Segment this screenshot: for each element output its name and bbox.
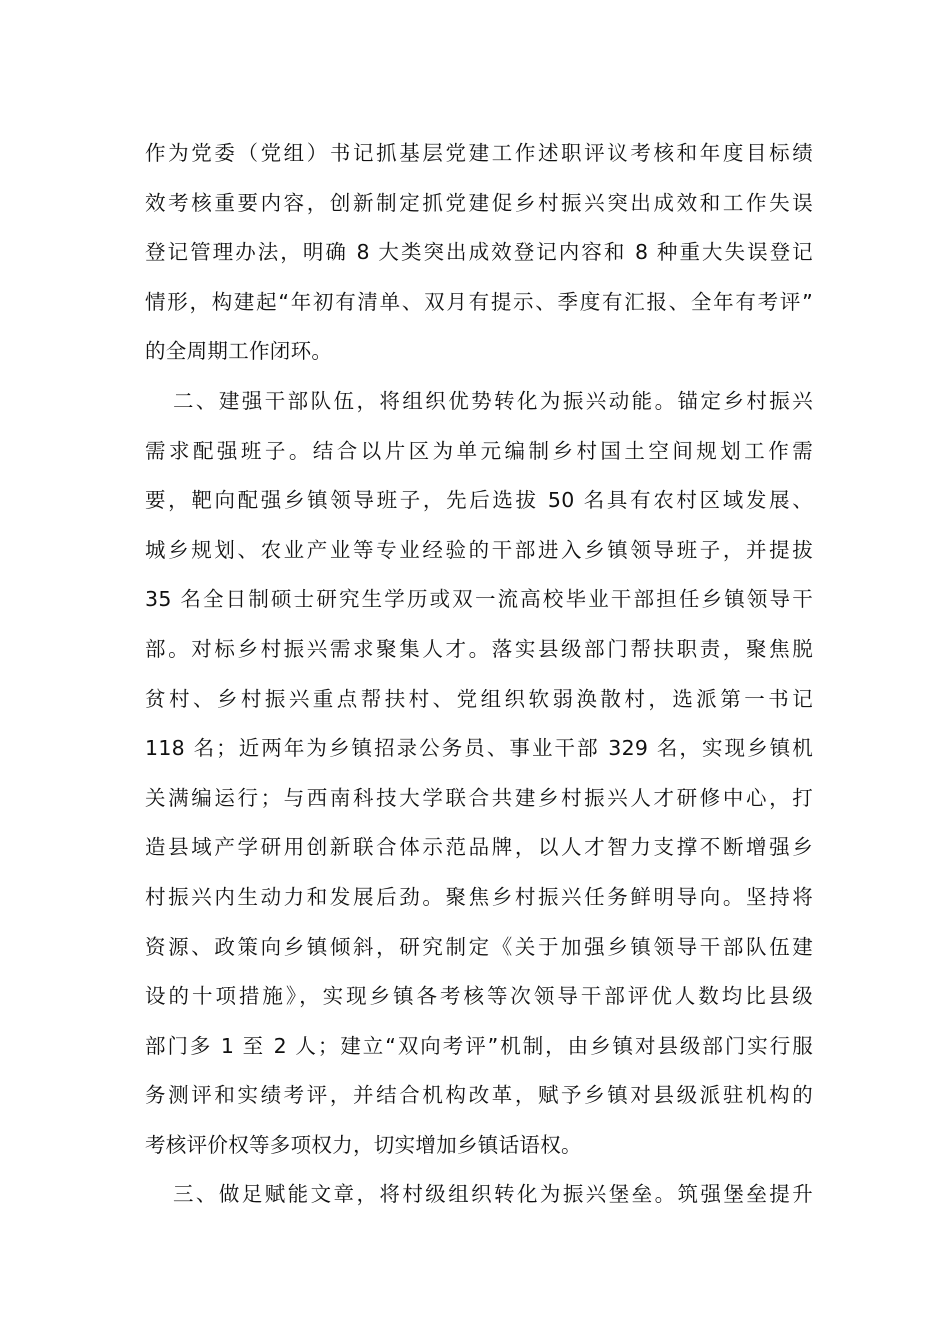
text-line: 考核评价权等多项权力，切实增加乡镇话语权。 [145,1132,582,1157]
text-line: 设的十项措施》，实现乡镇各考核等次领导干部评优人数均比县级 [145,984,813,1009]
text-line: 登记管理办法，明确 8 大类突出成效登记内容和 8 种重大失误登记 [145,240,813,265]
text-line: 的全周期工作闭环。 [145,339,333,364]
paragraph-start-line: 三、做足赋能文章，将村级组织转化为振兴堡垒。筑强堡垒提升 [173,1182,813,1207]
text-line: 造县域产学研用创新联合体示范品牌，以人才智力支撑不断增强乡 [145,835,813,860]
text-line: 部。对标乡村振兴需求聚集人才。落实县级部门帮扶职责，聚焦脱 [145,636,813,661]
text-line: 效考核重要内容，创新制定抓党建促乡村振兴突出成效和工作失误 [145,190,813,215]
paragraph-start-line: 二、建强干部队伍，将组织优势转化为振兴动能。锚定乡村振兴 [173,388,813,413]
text-line: 村振兴内生动力和发展后劲。聚焦乡村振兴任务鲜明导向。坚持将 [145,884,813,909]
text-line: 务测评和实绩考评，并结合机构改革，赋予乡镇对县级派驻机构的 [145,1083,813,1108]
text-line: 情形，构建起“年初有清单、双月有提示、季度有汇报、全年有考评” [145,289,813,314]
text-line: 118 名；近两年为乡镇招录公务员、事业干部 329 名，实现乡镇机 [145,736,813,761]
text-line: 35 名全日制硕士研究生学历或双一流高校毕业干部担任乡镇领导干 [145,587,813,612]
text-line: 贫村、乡村振兴重点帮扶村、党组织软弱涣散村，选派第一书记 [145,686,813,711]
text-line: 要，靶向配强乡镇领导班子，先后选拔 50 名具有农村区域发展、 [145,488,813,513]
text-line: 资源、政策向乡镇倾斜，研究制定《关于加强乡镇领导干部队伍建 [145,934,813,959]
text-line: 关满编运行；与西南科技大学联合共建乡村振兴人才研修中心，打 [145,785,813,810]
text-line: 作为党委（党组）书记抓基层党建工作述职评议考核和年度目标绩 [145,141,813,165]
text-line: 需求配强班子。结合以片区为单元编制乡村国土空间规划工作需 [145,438,813,463]
body-text [145,133,813,1224]
text-line: 城乡规划、农业产业等专业经验的干部进入乡镇领导班子，并提拔 [145,537,813,562]
text-line: 部门多 1 至 2 人；建立“双向考评”机制，由乡镇对县级部门实行服 [145,1033,813,1058]
